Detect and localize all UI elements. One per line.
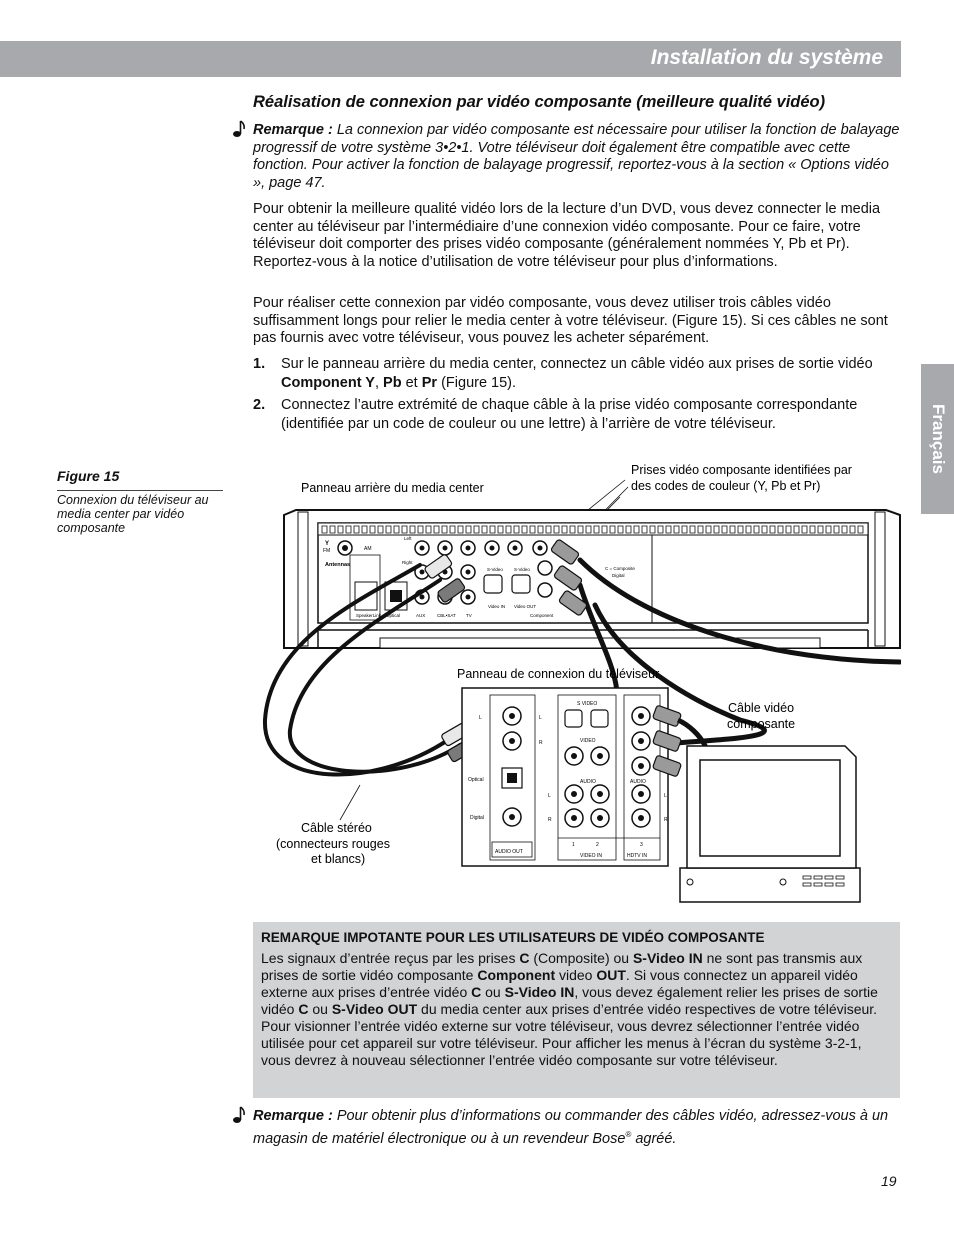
svg-text:2: 2	[596, 842, 599, 848]
note-label: Remarque :	[253, 122, 333, 138]
svg-text:Digital: Digital	[470, 815, 484, 821]
svg-text:VIDEO: VIDEO	[580, 738, 596, 744]
svg-text:Digital: Digital	[612, 573, 625, 578]
svg-text:SpeakerLink: SpeakerLink	[356, 613, 382, 618]
svg-text:S-Video: S-Video	[514, 567, 530, 572]
section-title: Réalisation de connexion par vidéo composante (meilleure qualité vidéo)	[253, 93, 826, 111]
svg-text:VIDEO IN: VIDEO IN	[580, 853, 602, 859]
page-header-title: Installation du système	[650, 46, 883, 69]
note-cables-purchase: Remarque : Pour obtenir plus d’informations ou commander des câbles vidéo, adressez-vous à un magasin de matériel électronique ou à un revendeur Bose® agréé.	[253, 1108, 889, 1147]
television	[680, 746, 860, 902]
svg-text:1: 1	[572, 842, 575, 848]
step-number: 2.	[253, 397, 266, 413]
note-progressive-scan	[253, 122, 903, 192]
label-rear-panel: Panneau arrière du media center	[301, 481, 484, 495]
connection-diagram	[250, 455, 901, 910]
language-tab-label: Français	[928, 404, 948, 474]
step-text: Sur le panneau arrière du media center, connectez un câble vidéo aux prises de sortie vidéo Component Y, Pb et Pr (Figure 15).	[281, 356, 873, 391]
svg-text:TV: TV	[466, 613, 472, 618]
label-component-cable-2: composante	[727, 717, 796, 731]
media-center	[284, 510, 900, 648]
step-2	[253, 396, 903, 433]
step-1	[253, 355, 903, 392]
svg-text:Left: Left	[404, 536, 412, 541]
label-tv-panel: Panneau de connexion du téléviseur	[457, 667, 660, 681]
figure-label: Figure 15	[57, 468, 120, 484]
svg-text:3: 3	[640, 842, 643, 848]
svg-text:AM: AM	[364, 546, 372, 552]
svg-text:L: L	[548, 793, 551, 799]
label-component-cable: Câble vidéo	[728, 701, 795, 715]
music-note-icon	[232, 120, 248, 138]
svg-text:S VIDEO: S VIDEO	[577, 701, 598, 707]
svg-text:Antennas: Antennas	[325, 562, 351, 568]
svg-text:C = Composite: C = Composite	[605, 566, 635, 571]
note-text: La connexion par vidéo composante est nécessaire pour utiliser la fonction de balayage progressif de votre système 3•2•1. Votre téléviseur doit également être compatible avec cette fonction. Pour activer la fonction de balayage progressif, reportez-vous à la section « Options vidéo », page 47.	[253, 122, 900, 191]
svg-text:HDTV IN: HDTV IN	[627, 853, 647, 859]
svg-text:CBL•SAT: CBL•SAT	[437, 613, 456, 618]
label-stereo-cable-3: et blancs)	[311, 852, 366, 866]
label-stereo-cable: Câble stéréo	[301, 821, 372, 835]
callout-body: Les signaux d’entrée reçus par les prises C (Composite) ou S-Video IN ne sont pas transmis aux prises de sortie vidéo composante Component video OUT. Si vous connectez un appareil vidéo externe aux prises d’entrée vidéo C ou S-Video IN, vous devez également relier les prises de sortie vidéo C ou S-Video OUT du media center aux prises d’entrée vidéo respectives de votre téléviseur. Pour visionner l’entrée vidéo externe sur votre téléviseur, vous devrez sélectionner l’entrée vidéo utilisée pour cet appareil sur votre téléviseur. Pour afficher les menus à l’écran du système 3-2-1, vous devrez à nouveau sélectionner l’entrée vidéo composante sur votre téléviseur.	[261, 950, 878, 1068]
svg-text:FM: FM	[323, 548, 331, 554]
music-note-icon	[232, 1106, 248, 1124]
svg-text:Video OUT: Video OUT	[514, 604, 537, 609]
note-label: Remarque :	[253, 1108, 333, 1124]
page-number: 19	[881, 1173, 897, 1189]
callout-title: REMARQUE IMPOTANTE POUR LES UTILISATEURS DE VIDÉO COMPOSANTE	[261, 930, 765, 945]
svg-text:AUDIO OUT: AUDIO OUT	[495, 849, 523, 855]
svg-text:L: L	[539, 715, 542, 721]
svg-text:R: R	[664, 817, 668, 823]
svg-text:Component: Component	[530, 613, 554, 618]
svg-text:R: R	[539, 740, 543, 746]
svg-text:Optical: Optical	[468, 777, 484, 783]
svg-text:AUX: AUX	[416, 613, 426, 618]
svg-text:AUDIO: AUDIO	[630, 779, 646, 785]
label-stereo-cable-2: (connecteurs rouges	[276, 837, 390, 851]
svg-text:L: L	[664, 793, 667, 799]
tv-connection-panel	[462, 688, 708, 866]
paragraph-cables: Pour réaliser cette connexion par vidéo composante, vous devez utiliser trois câbles vidéo suffisamment longs pour relier le media center à votre téléviseur. (Figure 15). Si ces câbles ne sont pas fournis avec votre téléviseur, vous pouvez les acheter séparément.	[253, 295, 888, 346]
svg-text:Optical: Optical	[386, 613, 401, 618]
important-note-box	[253, 922, 900, 1098]
label-component-jacks: Prises vidéo composante identifiées par	[631, 463, 852, 477]
language-tab	[921, 364, 954, 514]
paragraph-intro: Pour obtenir la meilleure qualité vidéo lors de la lecture d’un DVD, vous devez connecter le media center au téléviseur par l’intermédiaire d’une connexion vidéo composante. Pour ce faire, votre téléviseur doit comporter des prises vidéo composante (généralement nommées Y, Pb et Pr). Reportez-vous à la notice d’utilisation de votre téléviseur pour plus d’informations.	[253, 201, 881, 270]
svg-text:S-Video: S-Video	[487, 567, 503, 572]
figure-divider	[57, 490, 223, 491]
step-number: 1.	[253, 356, 266, 372]
step-text: Connectez l’autre extrémité de chaque câble à la prise vidéo composante correspondante (identifiée par un code de couleur ou une lettre) à l’arrière de votre téléviseur.	[281, 397, 858, 432]
svg-text:Right: Right	[402, 560, 413, 565]
svg-text:AUDIO: AUDIO	[580, 779, 596, 785]
figure-caption: Connexion du téléviseur au media center par vidéo composante	[57, 493, 209, 535]
label-component-jacks-2: des codes de couleur (Y, Pb et Pr)	[631, 479, 821, 493]
svg-text:L: L	[479, 715, 482, 721]
svg-text:R: R	[548, 817, 552, 823]
header-bar	[0, 41, 901, 77]
svg-text:Y: Y	[325, 541, 330, 547]
svg-text:Video IN: Video IN	[488, 604, 506, 609]
